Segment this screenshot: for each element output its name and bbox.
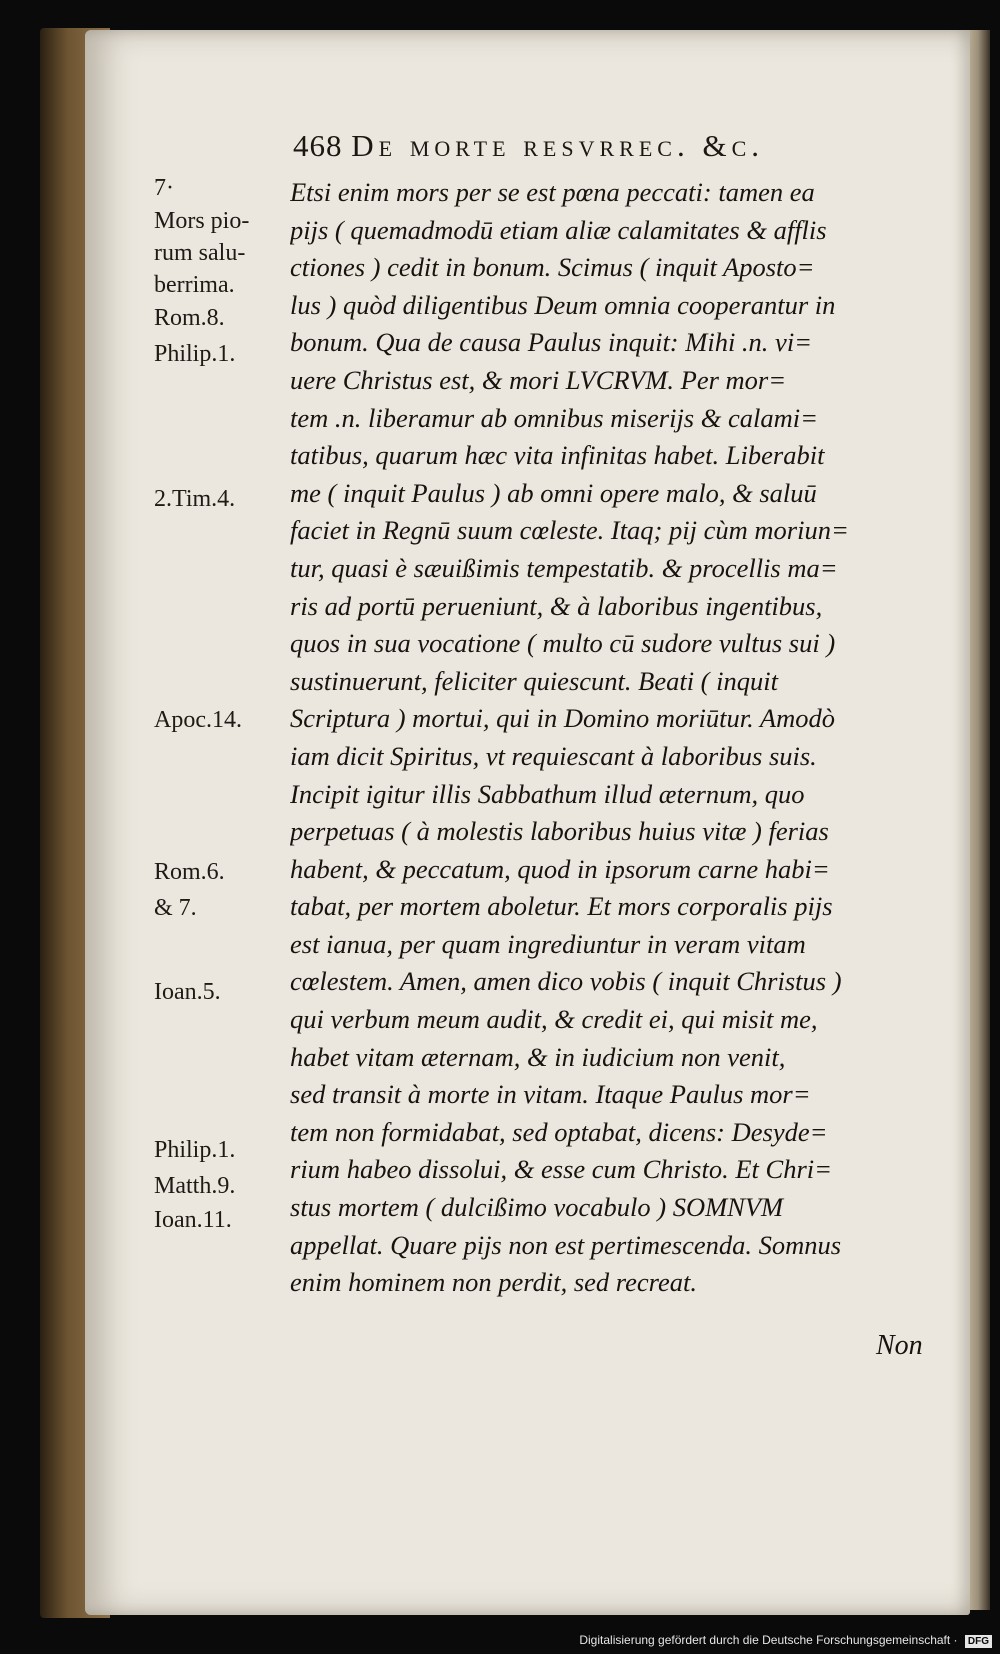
margin-note: Apoc.14. <box>154 707 242 733</box>
text-line: tur, quasi è sæuißimis tempestatib. & procellis ma= <box>290 552 838 583</box>
text-line: cœlestem. Amen, amen dico vobis ( inquit Christus ) <box>290 966 842 997</box>
text-line: faciet in Regnū suum cœleste. Itaq; pij cùm moriun= <box>290 515 849 546</box>
text-line: habet vitam æternam, & in iudicium non venit, <box>290 1041 786 1072</box>
margin-note: 2.Tim.4. <box>154 486 236 512</box>
text-line: uere Christus est, & mori LVCRVM. Per mor= <box>290 364 787 395</box>
text-line: Incipit igitur illis Sabbathum illud æternum, quo <box>290 778 805 809</box>
text-line: bonum. Qua de causa Paulus inquit: Mihi .n. vi= <box>290 327 813 358</box>
text-line: appellat. Quare pijs non est pertimescenda. Somnus <box>290 1229 842 1260</box>
margin-note: berrima. <box>154 272 235 298</box>
text-line: lus ) quòd diligentibus Deum omnia cooperantur in <box>290 289 836 320</box>
text-line: me ( inquit Paulus ) ab omni opere malo, & saluū <box>290 477 817 508</box>
running-title: De morte resvrrec. &c. <box>351 128 764 163</box>
text-line: tem .n. liberamur ab omnibus miserijs & calami= <box>290 402 818 433</box>
text-line: stus mortem ( dulcißimo vocabulo ) SOMNVM <box>290 1192 784 1223</box>
text-line: ris ad portū perueniunt, & à laboribus ingentibus, <box>290 590 823 621</box>
margin-note: Rom.6. <box>154 859 225 885</box>
body-text <box>290 174 942 1302</box>
margin-note: Matth.9. <box>154 1173 236 1199</box>
digitization-credit <box>579 1633 992 1648</box>
margin-note: Rom.8. <box>154 305 225 331</box>
margin-note: & 7. <box>154 895 197 921</box>
margin-note: rum salu- <box>154 240 246 266</box>
margin-note: Ioan.11. <box>154 1207 232 1233</box>
text-line: sed transit à morte in vitam. Itaque Paulus mor= <box>290 1079 811 1110</box>
text-line: qui verbum meum audit, & credit ei, qui misit me, <box>290 1004 818 1035</box>
text-line: est ianua, per quam ingrediuntur in veram vitam <box>290 928 806 959</box>
page-number: 468 <box>293 128 343 163</box>
margin-note: 7· <box>154 175 174 201</box>
text-line: perpetuas ( à molestis laboribus huius vitæ ) ferias <box>290 816 829 847</box>
dfg-logo: DFG <box>965 1635 992 1648</box>
text-line: enim hominem non perdit, sed recreat. <box>290 1267 697 1298</box>
text-line: quos in sua vocatione ( multo cū sudore vultus sui ) <box>290 628 836 659</box>
text-line: tatibus, quarum hæc vita infinitas habet. Liberabit <box>290 440 825 471</box>
margin-note: Philip.1. <box>154 1137 236 1163</box>
margin-note: Ioan.5. <box>154 979 221 1005</box>
text-line: iam dicit Spiritus, vt requiescant à laboribus suis. <box>290 740 817 771</box>
credit-text: Digitalisierung gefördert durch die Deutsche Forschungsgemeinschaft · <box>579 1633 958 1647</box>
text-line: rium habeo dissolui, & esse cum Christo. Et Chri= <box>290 1154 833 1185</box>
text-line: Scriptura ) mortui, qui in Domino moriūtur. Amodò <box>290 703 835 734</box>
text-line: tem non formidabat, sed optabat, dicens: Desyde= <box>290 1116 828 1147</box>
text-line: habent, & peccatum, quod in ipsorum carne habi= <box>290 853 830 884</box>
text-line: ctiones ) cedit in bonum. Scimus ( inquit Aposto= <box>290 252 815 283</box>
text-line: pijs ( quemadmodū etiam aliæ calamitates & afflis <box>290 214 827 245</box>
margin-note: Mors pio- <box>154 208 250 234</box>
catchword: Non <box>876 1330 923 1361</box>
text-line: tabat, per mortem aboletur. Et mors corporalis pijs <box>290 891 833 922</box>
running-header <box>293 128 933 164</box>
text-line: Etsi enim mors per se est pœna peccati: tamen ea <box>290 177 815 207</box>
margin-note: Philip.1. <box>154 341 236 367</box>
text-line: sustinuerunt, feliciter quiescunt. Beati ( inquit <box>290 665 778 696</box>
